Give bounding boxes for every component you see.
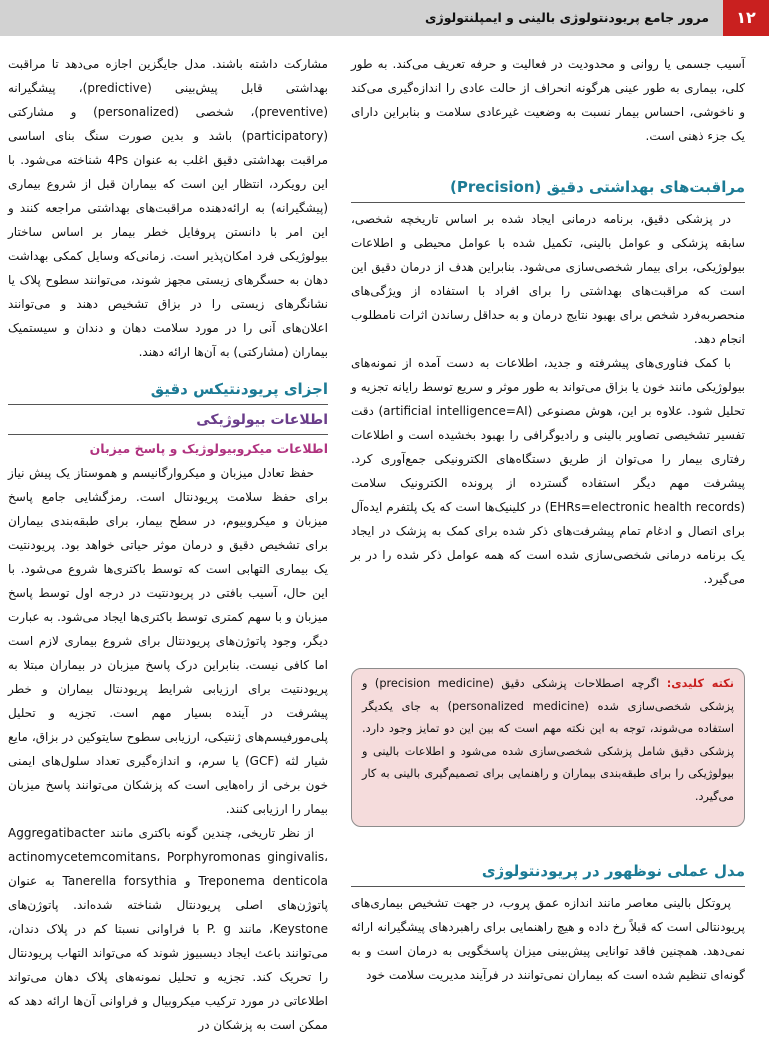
key-note-box	[351, 668, 745, 827]
heading-underline	[8, 404, 328, 405]
microbiology-paragraph-2: از نظر تاریخی، چندین گونه باکتری مانند Aggregatibacter actinomycetemcomitans، Porphyromonas gingivalis، Treponema denticola و Tanerella forsythia به عنوان پاتوژن‌های اصلی پریودنتال شناخته شده‌اند. پاتوژن‌های Keystone، مانند P. g با فراوانی نسبتا کم در پلاک دندان، می‌توانند باعث ایجاد دیسبیوز شوند که می‌تواند التهاب پریودنتال را تحریک کند. تجزیه و تحلیل نمونه‌های پلاک دهان می‌تواند اطلاعاتی در مورد ترکیب میکروبیال و فراوانی آن‌ها ارائه دهد که ممکن است به پزشکان در	[8, 826, 328, 1032]
left-column-top	[8, 52, 328, 364]
precision-paragraph-1: در پزشکی دقیق، برنامه درمانی ایجاد شده بر اساس تاریخچه شخصی، سابقه پزشکی و عوامل بالینی، تکمیل شده با عوامل محیطی و اطلاعات بیولوژیکی، برای بیمار شخصی‌سازی می‌شود. بنابراین هدف از درمان دقیق این است که مراقبت‌های بهداشتی را برای افراد با استفاده از ویژگی‌های منحصربه‌فرد شخص برای بهبود نتایج درمان و به حداقل رساندن اثرات نامطلوب انجام دهد.	[351, 212, 745, 346]
microbiology-heading: اطلاعات میکروبیولوژیک و پاسخ میزبان	[89, 441, 328, 456]
components-heading: اجزای پریودنتیکس دقیق	[150, 380, 328, 398]
heading-underline	[351, 202, 745, 203]
book-title: مرور جامع پریودنتولوژی بالینی و ایمپلنتولوژی	[425, 10, 709, 25]
participatory-paragraph: مشارکت داشته باشند. مدل جایگزین اجازه می‌دهد تا مراقبت بهداشتی قابل پیش‌بینی (predictive)، پیشگیرانه (preventive)، شخصی (personalized) و مشارکتی (participatory) باشد و بدین صورت سنگ بنای اساسی مراقبت بهداشتی دقیق اغلب به عنوان 4Ps شناخته می‌شود. با این رویکرد، انتظار این است که بیماران قبل از شروع بیماری (پیشگیرانه) به ارائه‌دهنده مراقبت‌های بهداشتی مراجعه کنند و این امر با دانستن پروفایل خطر بیمار بر اساس ساختار بیولوژیکی فرد امکان‌پذیر است. زمانی‌که وسایل کمکی بهداشت دهان به حسگرهای زیستی مجهز شوند، می‌توانند سطوح پلاک یا نشانگرهای زیستی را در بزاق تشخیص دهند و می‌توانند اعلان‌های آنی را در مورد سلامت دهان و دندان و سیستمیک بیماران (مشارکتی) به آن‌ها ارائه دهند.	[8, 57, 329, 359]
precision-paragraph-2: با کمک فناوری‌های پیشرفته و جدید، اطلاعات به دست آمده از نمونه‌های بیولوژیکی مانند خون یا بزاق می‌تواند به طور موثر و سریع توسط رایانه تجزیه و تحلیل شود. علاوه بر این، هوش مصنوعی (artificial intelligence=AI) دقت تفسیر تشخیصی تصاویر بالینی و رادیوگرافی را بهبود بخشیده است و اطلاعات رفتاری بیمار را می‌توان از طریق دستگاه‌های الکترونیکی جمع‌آوری کرد. پیشرفت مهم دیگر استفاده گسترده از پرونده الکترونیک سلامت (EHRs=electronic health records) در کلینیک‌ها است که یک پلتفرم ایده‌آل برای اتصال و ادغام تمام پیشرفت‌های ذکر شده برای کمک به پزشک در ایجاد یک برنامه درمانی شخصی‌سازی شده است که همه عوامل ذکر شده را در بر می‌گیرد.	[351, 356, 745, 586]
model-section	[351, 858, 745, 987]
key-note-text: اگرچه اصطلاحات پزشکی دقیق (precision medicine) و پزشکی شخصی‌سازی شده (personalized medicine) به جای یکدیگر استفاده می‌شوند، توجه به این نکته مهم است که بین این دو تمایز وجود دارد. پزشکی دقیق شامل پزشکی شخصی‌سازی شده می‌شود و اطلاعات بالینی و بیولوژیکی را برای طبقه‌بندی بیماران و راهنمایی برای تصمیم‌گیری بالینی به کار می‌گیرد.	[362, 677, 735, 803]
heading-underline	[351, 886, 745, 887]
model-paragraph-1: پروتکل بالینی معاصر مانند اندازه عمق پروب، در جهت تشخیص بیماری‌های پریودنتالی است که قبلاً رخ داده و هیچ راهنمایی برای راهبردهای پیشگیرانه ارائه نمی‌دهد. همچنین فاقد توانایی پیش‌بینی میزان پاسخگویی به درمان است و به گونه‌ای تنظیم شده است که بیماران نمی‌توانند در فرآیند مدیریت سلامت خود	[351, 896, 745, 982]
right-column-intro	[351, 52, 745, 148]
page-number: ۱۲	[723, 0, 769, 36]
intro-paragraph: آسیب جسمی یا روانی و محدودیت در فعالیت و حرفه تعریف می‌کند. به طور کلی، بیماری به طور عینی هرگونه انحراف از حالت عادی را اندازه‌گیری می‌کند و ناخوشی، احساس بیمار نسبت به وضعیت غیرعادی سلامت و بنابراین دارای یک جزء ذهنی است.	[351, 57, 745, 143]
model-heading: مدل عملی نوظهور در پریودنتولوژی	[481, 862, 745, 880]
components-section	[8, 376, 328, 1037]
subheading-underline	[8, 434, 328, 435]
precision-section	[351, 174, 745, 591]
page-header	[0, 0, 769, 36]
microbiology-paragraph-1: حفظ تعادل میزبان و میکروارگانیسم و هموستاز یک پیش نیاز برای حفظ سلامت پریودنتال است. رمزگشایی جامع پاسخ میزبان و میکروبیوم، در سطح بیمار، برای طبقه‌بندی بیماران برای تشخیص دقیق و درمان موثر حیاتی خواهد بود. پریودنتیت یک بیماری التهابی است که توسط باکتری‌ها شروع می‌شود. با این حال، آسیب بافتی در پریودنتیت در درجه اول توسط پاسخ میزبان و با سهم کمتری توسط باکتری‌ها ایجاد می‌شود. به عبارت دیگر، وجود پاتوژن‌های پریودنتال برای شروع بیماری لازم است اما کافی نیست. بنابراین درک پاسخ میزبان در بیماران مبتلا به پریودنتیت برای ارزیابی شرایط پریودنتال بیماران و خطر پیشرفت در آینده بسیار مهم است. تجزیه و تحلیل پلی‌مورفیسم‌های ژنتیکی، ارزیابی سطوح سایتوکین در بزاق، مایع شیار لثه (GCF) یا سرم، و اندازه‌گیری تعداد سلول‌های ایمنی خون برخی از راه‌هایی است که پزشکان می‌توانند پاسخ میزبان بیمار را ارزیابی کنند.	[8, 466, 328, 816]
key-note-label: نکته کلیدی:	[666, 677, 734, 690]
biological-info-heading: اطلاعات بیولوژیکی	[196, 412, 328, 428]
precision-heading: مراقبت‌های بهداشتی دقیق (Precision)	[450, 178, 745, 196]
